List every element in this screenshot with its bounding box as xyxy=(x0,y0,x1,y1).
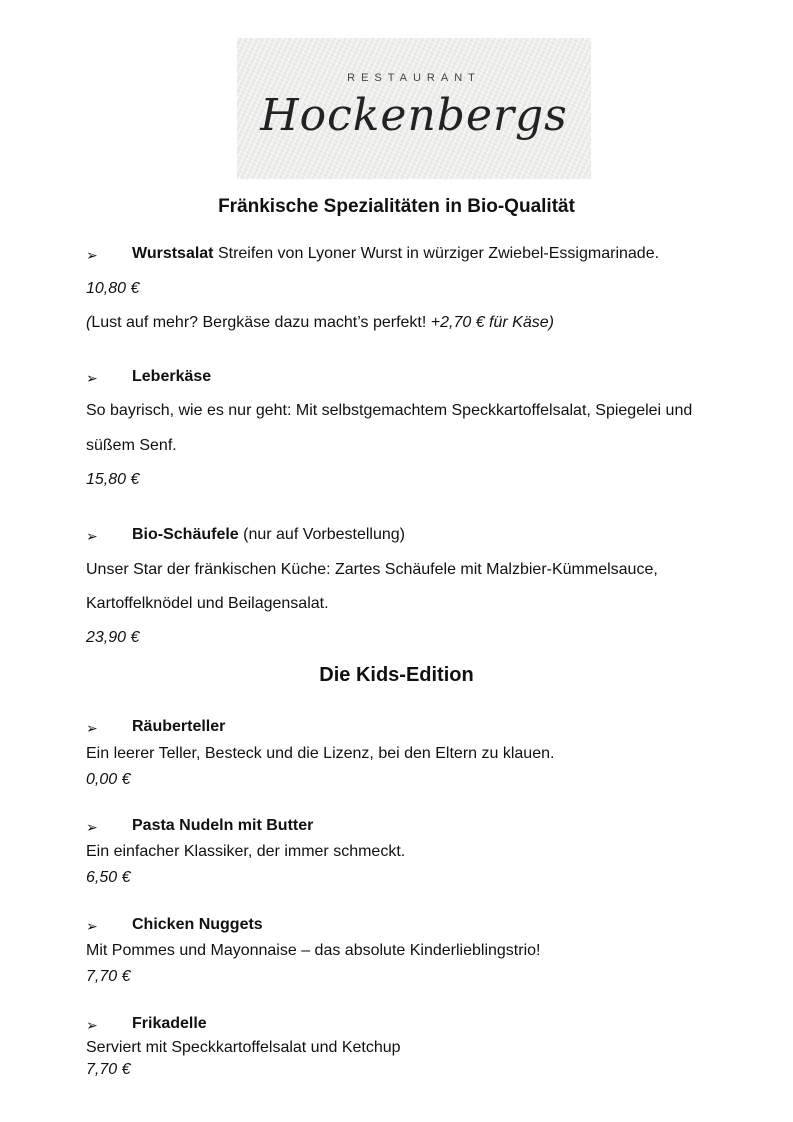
item-name: Leberkäse xyxy=(132,368,212,385)
bullet-icon: ➢ xyxy=(86,370,98,386)
item-name: Chicken Nuggets xyxy=(132,916,263,933)
item-price: 7,70 € xyxy=(86,968,131,985)
item-description: Serviert mit Speckkartoffelsalat und Ketchup xyxy=(86,1039,401,1056)
item-description: Mit Pommes und Mayonnaise – das absolute Kinderlieblingstrio! xyxy=(86,942,541,959)
extra-price: +2,70 € für Käse) xyxy=(430,314,554,331)
restaurant-logo xyxy=(237,38,591,179)
menu-item-schaeufele xyxy=(132,526,405,544)
bullet-icon: ➢ xyxy=(86,247,98,263)
section-title-franken: Fränkische Spezialitäten in Bio-Qualität xyxy=(218,196,575,217)
item-note: (nur auf Vorbestellung) xyxy=(238,526,406,543)
item-name: Wurstsalat xyxy=(132,245,214,262)
item-description: So bayrisch, wie es nur geht: Mit selbstgemachtem Speckkartoffelsalat, Spiegelei und xyxy=(86,402,693,419)
bullet-icon: ➢ xyxy=(86,918,98,934)
logo-script-name: Hockenbergs xyxy=(260,90,568,141)
item-description: Streifen von Lyoner Wurst in würziger Zwiebel-Essigmarinade. xyxy=(213,245,660,262)
bullet-icon: ➢ xyxy=(86,1017,98,1033)
item-description: süßem Senf. xyxy=(86,437,177,454)
bullet-icon: ➢ xyxy=(86,819,98,835)
item-price: 15,80 € xyxy=(86,471,140,488)
item-price: 6,50 € xyxy=(86,869,131,886)
item-description: Ein leerer Teller, Besteck und die Lizenz, bei den Eltern zu klauen. xyxy=(86,745,555,762)
logo-restaurant-word: RESTAURANT xyxy=(347,72,481,84)
item-description: Ein einfacher Klassiker, der immer schmeckt. xyxy=(86,843,406,860)
bullet-icon: ➢ xyxy=(86,720,98,736)
item-name: Frikadelle xyxy=(132,1015,207,1032)
item-price: 10,80 € xyxy=(86,280,140,297)
item-price: 0,00 € xyxy=(86,771,131,788)
menu-item-wurstsalat xyxy=(132,245,659,263)
item-price: 7,70 € xyxy=(86,1061,131,1078)
item-name: Räuberteller xyxy=(132,718,226,735)
bullet-icon: ➢ xyxy=(86,528,98,544)
item-name: Bio-Schäufele xyxy=(132,526,239,543)
section-title-kids: Die Kids-Edition xyxy=(319,664,474,686)
item-price: 23,90 € xyxy=(86,629,140,646)
item-description: Kartoffelknödel und Beilagensalat. xyxy=(86,595,329,612)
item-description: Unser Star der fränkischen Küche: Zartes Schäufele mit Malzbier-Kümmelsauce, xyxy=(86,561,658,578)
item-name: Pasta Nudeln mit Butter xyxy=(132,817,314,834)
item-extra-note: (Lust auf mehr? Bergkäse dazu macht’s perfekt! +2,70 € für Käse) xyxy=(86,314,554,331)
